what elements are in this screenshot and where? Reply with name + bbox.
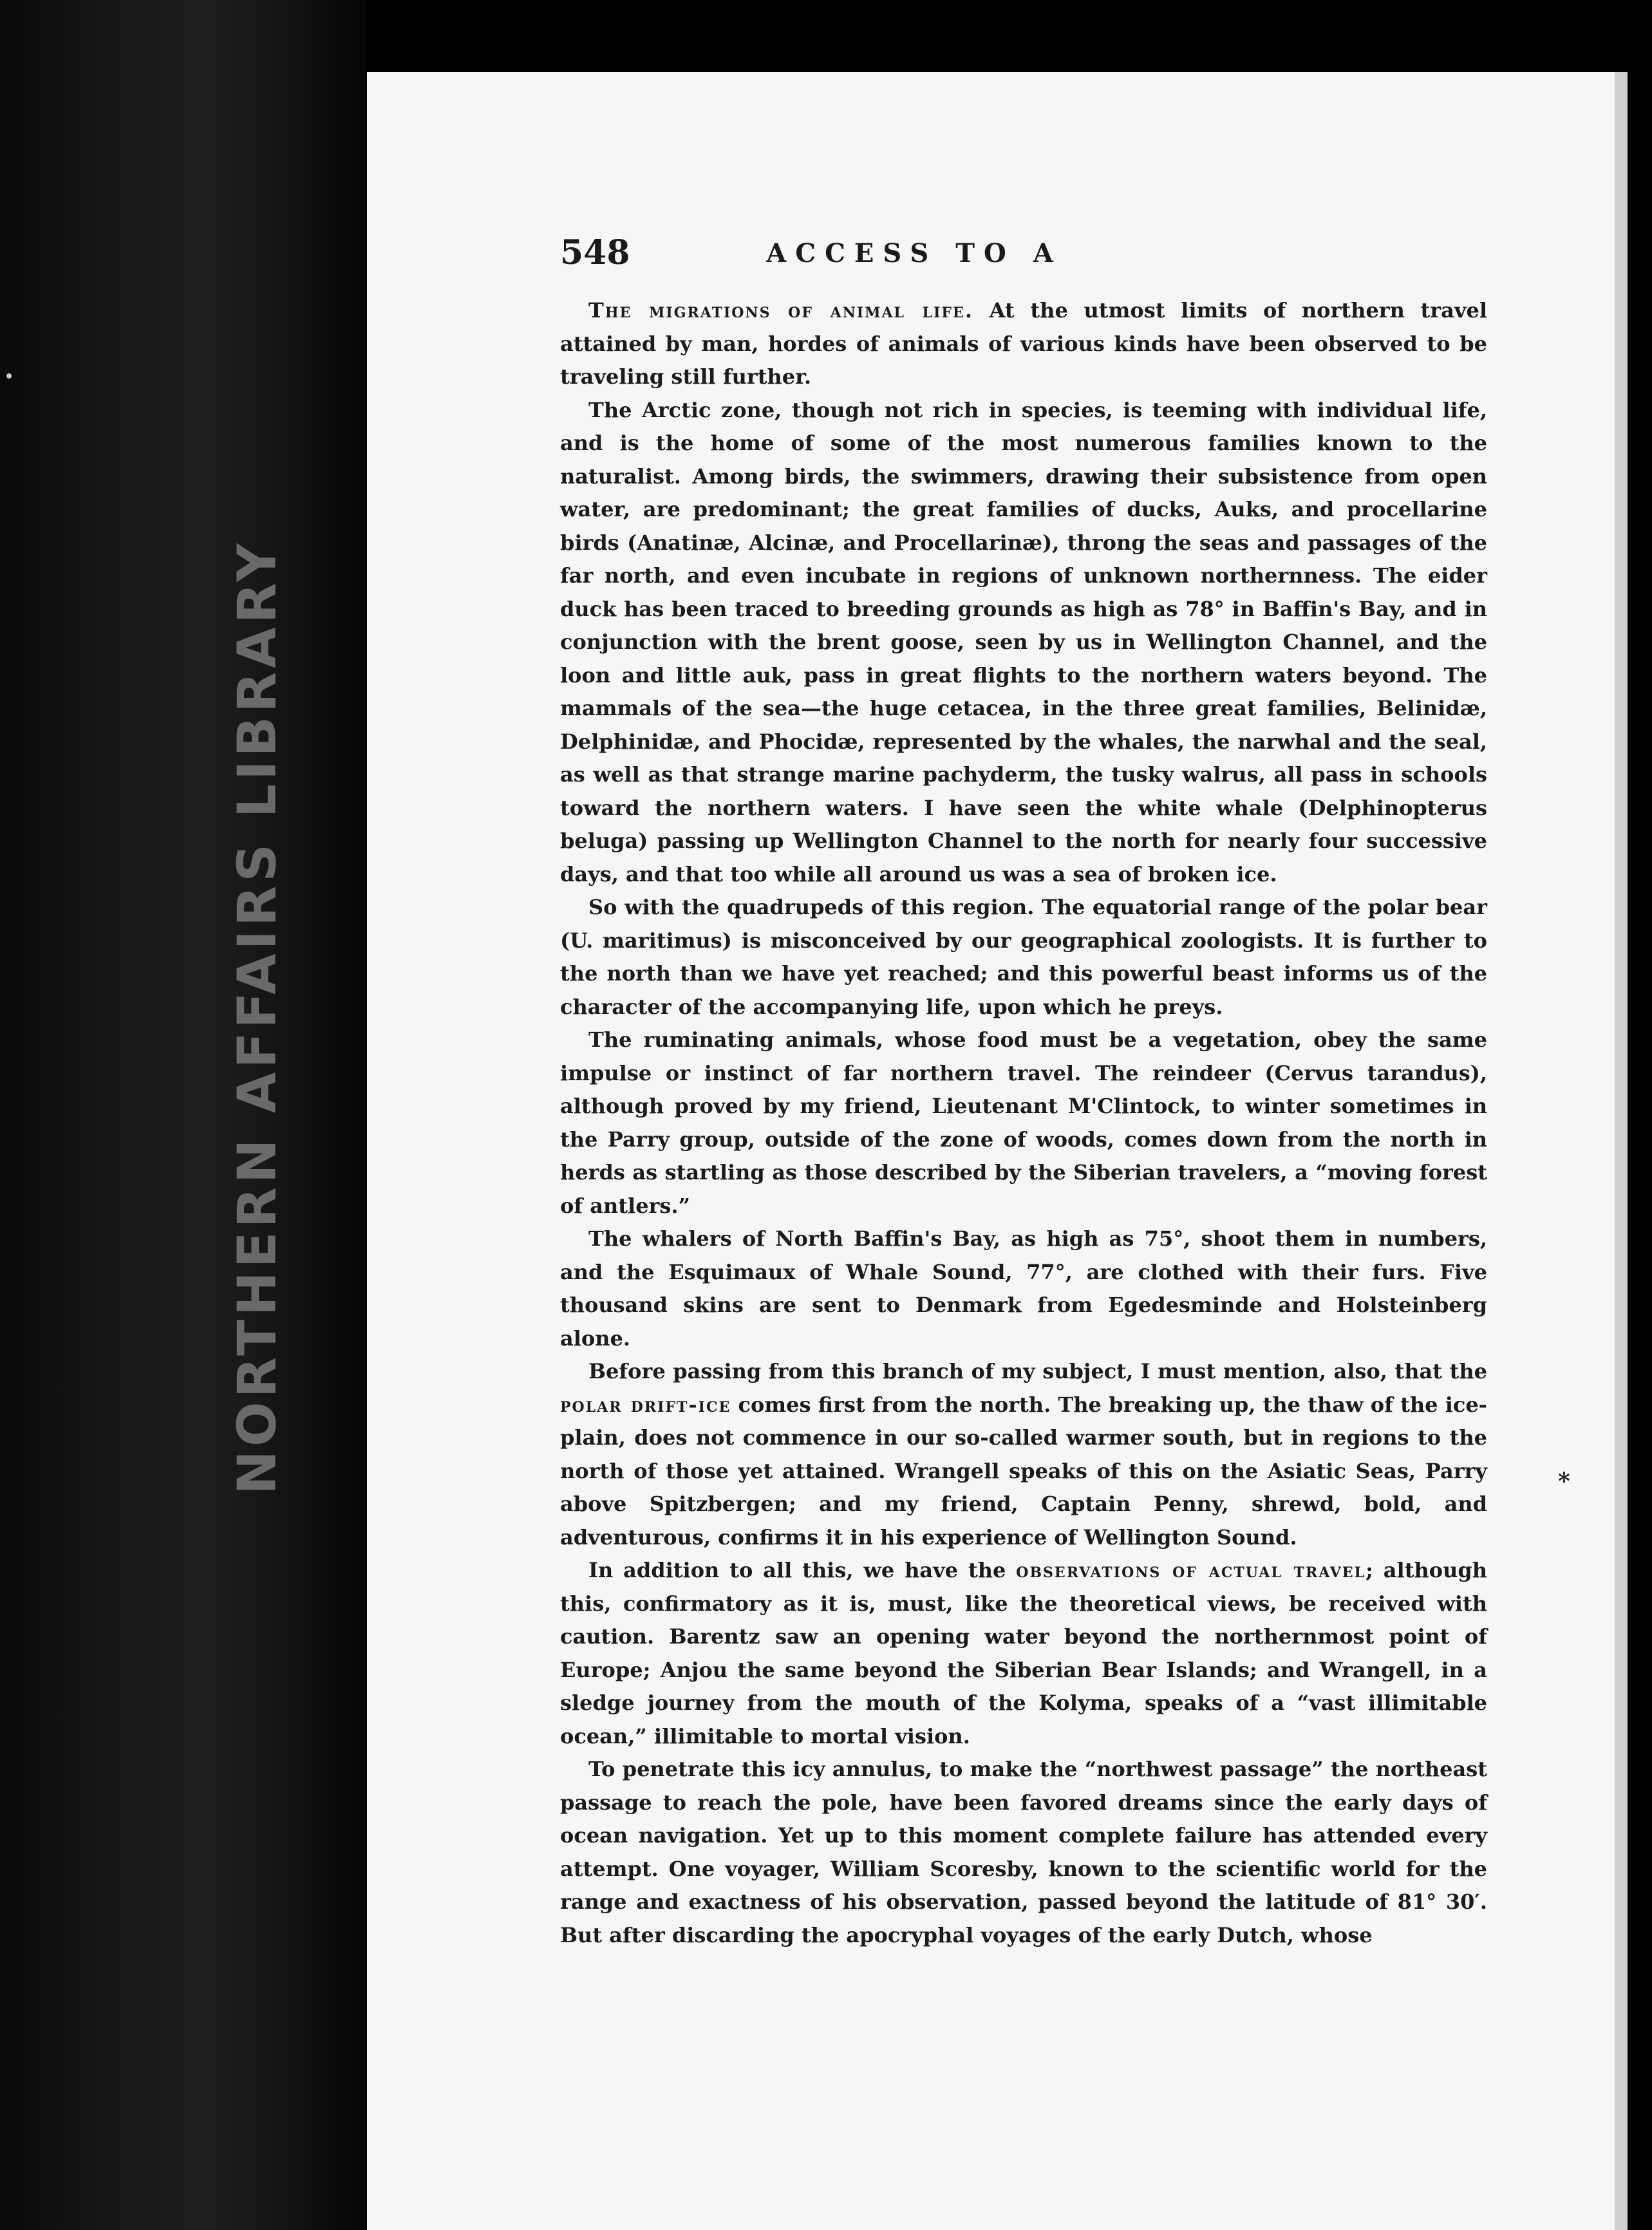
paragraph-text: Before passing from this branch of my subject, I must mention, also, that the [588, 1359, 1487, 1383]
paragraph-ruminating: The ruminating animals, whose food must be a vegetation, obey the same impulse or instinct of far northern travel. The reindeer (Cervus tarandus), although proved by my friend, Lieutenant M'Clintock, to winter sometimes in the Parry group, outside of the zone of woods, comes down from the north in herds as startling as those described by the Siberian travelers, a “moving forest of antlers.” [560, 1027, 1487, 1218]
paragraph-text: At the utmost limits of northern travel attained by man, hordes of animals of various kinds have been observed to be traveling still further. [560, 298, 1488, 389]
paragraph-text: In addition to all this, we have the [588, 1558, 1017, 1582]
paragraph-northwest-passage: To penetrate this icy annulus, to make the “northwest passage” the northeast passage to reach the pole, have been favored dreams since the early days of ocean navigation. Yet up to this moment complete failure has attended every attempt. One voyager, William Scoresby, known to the scientific world for the range and exactness of his observation, passed beyond the latitude of 81° 30′. But after discarding the apocryphal voyages of the early Dutch, whose [560, 1757, 1487, 1947]
paragraph-whalers: The whalers of North Baffin's Bay, as high as 75°, shoot them in numbers, and the Esquimaux of Whale Sound, 77°, are clothed with their furs. Five thousand skins are sent to Denmark from Egedesminde and Holsteinberg alone. [560, 1226, 1487, 1351]
small-caps-term: polar drift-ice [560, 1392, 731, 1417]
page-edge [1615, 72, 1628, 2230]
paragraph-text: ; although this, confirmatory as it is, must, like the theoretical views, be received with caution. Barentz saw an opening water beyond the northernmost point of Europe; Anjou the same beyond the Siberian Bear Islands; and Wrangell, in a sledge journey from the mouth of the Kolyma, speaks of a “vast illimitable ocean,” illimitable to mortal vision. [560, 1558, 1487, 1748]
spine-dot [6, 373, 12, 379]
page-number: 548 [560, 233, 630, 272]
book-page [367, 72, 1616, 2230]
paragraph-text: comes first from the north. The breaking up, the thaw of the ice-plain, does not commence in our so-called warmer south, but in regions to the north of those yet attained. Wrangell speaks of this on the Asiatic Seas, Parry above Spitzbergen; and my friend, Captain Penny, shrewd, bold, and adventurous, confirms it in his experience of Wellington Sound. [560, 1392, 1488, 1550]
paragraph-drift-ice [560, 1355, 1487, 1554]
paragraph-observations [560, 1554, 1487, 1753]
running-head: ACCESS TO A [766, 238, 1062, 268]
page-header [560, 233, 1590, 285]
paragraph-quadrupeds: So with the quadrupeds of this region. The equatorial range of the polar bear (U. maritimus) is misconceived by our geographical zoologists. It is further to the north than we have yet reached; and this powerful beast informs us of the character of the accompanying life, upon which he preys. [560, 895, 1487, 1019]
library-stamp: NORTHERN AFFAIRS LIBRARY [227, 539, 288, 1495]
paragraph-migrations [560, 294, 1487, 394]
body-text [560, 294, 1487, 1952]
margin-mark: * [1558, 1468, 1570, 1495]
paragraph-arctic-zone: The Arctic zone, though not rich in species, is teeming with individual life, and is the home of some of the most numerous families known to the naturalist. Among birds, the swimmers, drawing their subsistence from open water, are predominant; the great families of ducks, Auks, and procellarine birds (Anatinæ, Alcinæ, and Procellarinæ), throng the seas and passages of the far north, and even incubate in regions of unknown northernness. The eider duck has been traced to breeding grounds as high as 78° in Baffin's Bay, and in conjunction with the brent goose, seen by us in Wellington Channel, and the loon and little auk, pass in great flights to the northern waters beyond. The mammals of the sea—the huge cetacea, in the three great families, Belinidæ, Delphinidæ, and Phocidæ, represented by the whales, the narwhal and the seal, as well as that strange marine pachyderm, the tusky walrus, all pass in schools toward the northern waters. I have seen the white whale (Delphinopterus beluga) passing up Wellington Channel to the north for nearly four successive days, and that too while all around us was a sea of broken ice. [560, 397, 1487, 886]
book-spine [0, 0, 367, 2230]
small-caps-term: observations of actual travel [1016, 1558, 1366, 1582]
section-lead: The migrations of animal life. [588, 298, 973, 323]
